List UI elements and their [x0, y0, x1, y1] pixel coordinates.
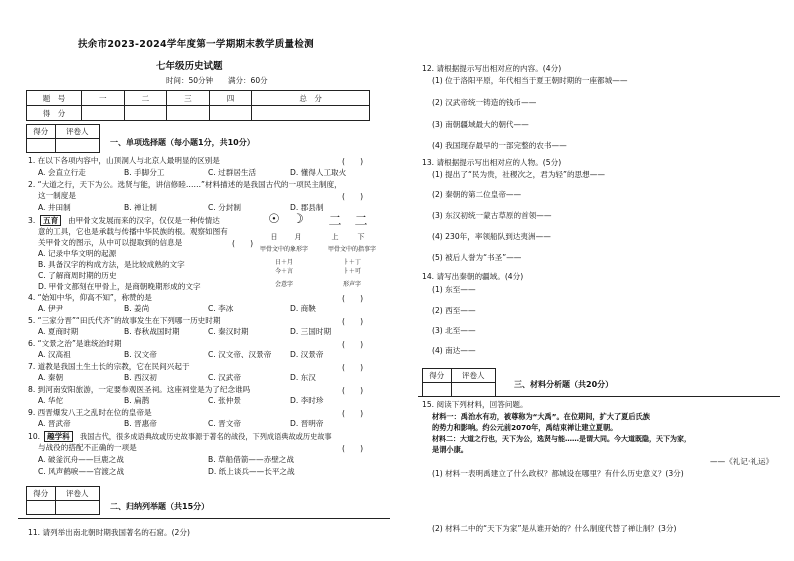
answer-paren[interactable]: ( ): [342, 409, 364, 418]
option: D. 晋明帝: [290, 419, 324, 428]
option: B. 春秋战国时期: [124, 327, 180, 336]
grader-score-label: 得分: [27, 487, 56, 500]
option: B. 扁鹊: [124, 396, 150, 405]
option: D. 三国时期: [290, 327, 332, 336]
option: C. 分封制: [208, 203, 241, 212]
answer-paren[interactable]: ( ): [342, 363, 364, 372]
glyph-caption: 形声字: [342, 281, 361, 288]
glyph-label: 日: [270, 233, 278, 241]
option: D. 商鞅: [290, 304, 316, 313]
fill-item[interactable]: (5) 被后人誉为“书圣”——: [432, 253, 522, 262]
option: A. 井田制: [38, 203, 71, 212]
option: C. 秦汉时期: [208, 327, 249, 336]
right-page: [418, 0, 780, 561]
material-1-cont: 的势力和影响。约公元前2070年，禹结束禅让建立夏朝。: [432, 423, 618, 432]
grader-box-3: [422, 368, 496, 397]
question-stem: 5. “三家分晋”“田氏代齐”的故事发生在下列哪一历史时期: [28, 316, 221, 325]
option: A. 秦朝: [38, 373, 64, 382]
grader-score-cell[interactable]: [27, 501, 56, 514]
grader-box-1: [26, 124, 100, 153]
fill-item[interactable]: (3) 北至——: [432, 326, 476, 335]
question-stem: 14. 请写出秦朝的疆域。(4分): [422, 272, 524, 281]
option: D. 懂得人工取火: [290, 168, 347, 177]
score-table: [26, 90, 370, 121]
fill-item[interactable]: (4) 南达——: [432, 346, 476, 355]
moon-glyph: ☽: [292, 212, 304, 227]
answer-paren[interactable]: ( ): [342, 444, 364, 453]
fill-item[interactable]: (3) 东汉初统一蒙古草原的首领——: [432, 211, 552, 220]
question-stem: 12. 请根据提示写出相对应的内容。(4分): [422, 64, 562, 73]
material-2: 材料二：大道之行也，天下为公，选贤与能……是谓大同。今大道既隐，天下为家，: [432, 435, 691, 443]
option: A. 夏商时期: [38, 327, 79, 336]
question-stem: 11. 请列举出南北朝时期我国著名的石窟。(2分): [28, 528, 190, 537]
option: A. 晋武帝: [38, 419, 71, 428]
option: C. 了解商周时期的历史: [38, 271, 117, 280]
sun-glyph: ☉: [268, 212, 280, 227]
glyph-compound: 日＋月: [274, 259, 293, 266]
material-1: 材料一：禹治水有功，被尊称为“大禹”。在位期间，扩大了夏后氏族: [432, 412, 650, 421]
tag-wuyu: 五育: [40, 215, 61, 226]
score-cell[interactable]: [252, 106, 370, 121]
exam-subtitle: 七年级历史试题: [156, 61, 223, 72]
score-cell[interactable]: [167, 106, 210, 121]
option: B. 手脚分工: [124, 168, 165, 177]
fill-item[interactable]: (2) 汉武帝统一铸造的钱币——: [432, 98, 537, 107]
exam-title: 扶余市2023-2024学年度第一学期期末教学质量检测: [78, 39, 314, 50]
material-source: ——《礼记·礼运》: [710, 457, 774, 466]
section-3-title: 三、材料分析题（共20分）: [514, 380, 614, 389]
grader-score-label: 得分: [423, 369, 452, 382]
question-stem: 15. 阅读下列材料，回答问题。: [422, 400, 528, 409]
grader-score-cell[interactable]: [27, 139, 56, 152]
question-tag: [44, 431, 73, 442]
divider: [418, 396, 780, 397]
glyph-label: 下: [357, 233, 365, 241]
grader-score-label: 得分: [27, 125, 56, 138]
answer-paren[interactable]: ( ): [342, 317, 364, 326]
option: D. 汉景帝: [290, 350, 324, 359]
question-tag: [40, 215, 61, 226]
option: C. 风声鹤唳——官渡之战: [38, 467, 125, 476]
fill-item[interactable]: (1) 东至——: [432, 285, 476, 294]
question-stem-cont: 关甲骨文的图示，从中可以提取到的信息是: [38, 238, 183, 247]
fill-item[interactable]: (3) 南朝疆域最大的朝代——: [432, 120, 529, 129]
answer-paren[interactable]: ( ): [342, 340, 364, 349]
sub-question: (1) 材料一表明禹建立了什么政权？都城设在哪里？有什么历史意义？(3分): [432, 469, 684, 478]
answer-paren[interactable]: ( ): [342, 192, 364, 201]
section-2-title: 二、归纳列举题（共15分）: [110, 502, 210, 511]
option: C. 汉武帝: [208, 373, 241, 382]
fill-item[interactable]: (1) 提出了“民为贵，社稷次之，君为轻”的思想——: [432, 170, 605, 179]
fill-item[interactable]: (2) 秦朝的第二位皇帝——: [432, 190, 522, 199]
grader-score-cell[interactable]: [423, 383, 452, 396]
question-number: 3.: [28, 216, 36, 225]
question-stem: 13. 请根据提示写出相对应的人物。(5分): [422, 158, 562, 167]
question-stem: 4. “始知中华，仰高不知”，称赞的是: [28, 293, 152, 302]
question-stem: 9. 西晋爆发八王之乱时在位的皇帝是: [28, 408, 152, 417]
option: A. 会直立行走: [38, 168, 86, 177]
option: D. 纸上谈兵——长平之战: [208, 467, 295, 476]
glyph-caption: 甲骨文中的指事字: [327, 246, 376, 253]
option: B. 姜尚: [124, 304, 150, 313]
fill-item[interactable]: (1) 位于洛阳平原，年代相当于夏王朝时期的一座都城——: [432, 76, 628, 85]
glyph-label: 上: [331, 233, 339, 241]
tag-quxueke: 趣学科: [44, 431, 73, 442]
option: B. 禅让制: [124, 203, 157, 212]
option: B. 晋惠帝: [124, 419, 157, 428]
question-stem-cont: 与战役的搭配不正确的一项是: [38, 443, 137, 452]
grader-reviewer-cell[interactable]: [56, 139, 99, 152]
option: A. 伊尹: [38, 304, 64, 313]
option: A. 汉高祖: [38, 350, 71, 359]
score-header: 总 分: [252, 91, 370, 106]
score-header: 题 号: [27, 91, 82, 106]
option: B. 汉文帝: [124, 350, 157, 359]
fill-item[interactable]: (4) 我国现存最早的一部完整的农书——: [432, 141, 567, 150]
grader-box-2: [26, 486, 100, 515]
glyph-caption: 甲骨文中的象形字: [259, 246, 308, 253]
option: C. 李冰: [208, 304, 234, 313]
option: A. 破釜沉舟——巨鹿之战: [38, 455, 124, 464]
option: C. 过群居生活: [208, 168, 257, 177]
option: D. 东汉: [290, 373, 316, 382]
grader-reviewer-cell[interactable]: [452, 383, 495, 396]
option: D. 郡县制: [290, 203, 324, 212]
grader-reviewer-label: 评卷人: [66, 489, 89, 498]
question-stem: 8. 到河南安阳旅游，一定要参观医圣祠。这座祠堂是为了纪念谁吗: [28, 385, 251, 394]
glyph-label: 月: [294, 233, 302, 241]
option: C. 晋文帝: [208, 419, 241, 428]
answer-paren[interactable]: ( ): [232, 239, 254, 248]
question-stem-cont: 意的工具，它也是承载与传播中华民族的根。观察如图有: [38, 227, 228, 236]
question-number: 10.: [28, 432, 41, 441]
option: D. 李时珍: [290, 396, 324, 405]
option: D. 甲骨文都刻在甲骨上，是商朝晚期形成的文字: [38, 282, 201, 291]
option: B. 具备汉字的构成方法，是比较成熟的文字: [38, 260, 185, 269]
time-info: 时间：50分钟 满分：60分: [166, 76, 268, 85]
answer-paren[interactable]: ( ): [342, 386, 364, 395]
question-stem: 由甲骨文发展而来的汉字，仅仅是一种传情达: [68, 216, 220, 225]
question-stem-cont: 这一制度是: [38, 191, 76, 200]
score-row-label: 得 分: [27, 106, 82, 121]
up-glyph: 二: [328, 214, 342, 229]
section-1-title: 一、单项选择题（每小题1分，共10分）: [110, 138, 255, 147]
option: B. 草船借箭——赤壁之战: [208, 455, 294, 464]
glyph-compound: 今＋言: [274, 268, 293, 275]
sub-question: (2) 材料二中的“天下为家”是从谁开始的？什么制度代替了禅让制？(3分): [432, 524, 677, 533]
grader-reviewer-label: 评卷人: [462, 371, 485, 380]
fill-item[interactable]: (4) 230年，率领船队到达夷洲——: [432, 232, 551, 241]
question-stem: 1. 在以下各项内容中，山顶洞人与北京人最明显的区别是: [28, 156, 220, 165]
score-header: 一: [82, 91, 125, 106]
score-header: 二: [124, 91, 167, 106]
divider: [18, 518, 390, 519]
fill-item[interactable]: (2) 西至——: [432, 306, 476, 315]
glyph-compound: ㅏ＋可: [343, 268, 361, 275]
score-cell[interactable]: [124, 106, 167, 121]
question-stem: 6. “文景之治”是谁统治时期: [28, 339, 122, 348]
score-header: 三: [167, 91, 210, 106]
option: C. 张仲景: [208, 396, 241, 405]
glyph-compound: ㅏ＋丁: [343, 259, 361, 266]
grader-reviewer-cell[interactable]: [56, 501, 99, 514]
score-header: 四: [209, 91, 252, 106]
question-stem: 2. “大道之行，天下为公。选贤与能，讲信修睦……”材料描述的是我国古代的一项民主制度，: [28, 180, 342, 189]
question-stem: 我国古代，很多成语典故或历史故事源于著名的战役，下列成语典故或历史故事: [80, 432, 332, 441]
score-cell[interactable]: [209, 106, 252, 121]
answer-paren[interactable]: ( ): [342, 157, 364, 166]
option: B. 西汉初: [124, 373, 157, 382]
grader-reviewer-label: 评卷人: [66, 127, 89, 136]
material-2-cont: 是谓小康。: [432, 445, 468, 454]
option: A. 华佗: [38, 396, 64, 405]
down-glyph: 二: [354, 214, 368, 229]
score-cell[interactable]: [82, 106, 125, 121]
left-page: [18, 0, 390, 561]
glyph-caption: 会意字: [274, 281, 293, 288]
question-stem: 7. 道教是我国土生土长的宗教，它在民间兴起于: [28, 362, 190, 371]
option: C. 汉文帝、汉景帝: [208, 350, 272, 359]
option: A. 记录中华文明的起源: [38, 249, 117, 258]
answer-paren[interactable]: ( ): [342, 294, 364, 303]
